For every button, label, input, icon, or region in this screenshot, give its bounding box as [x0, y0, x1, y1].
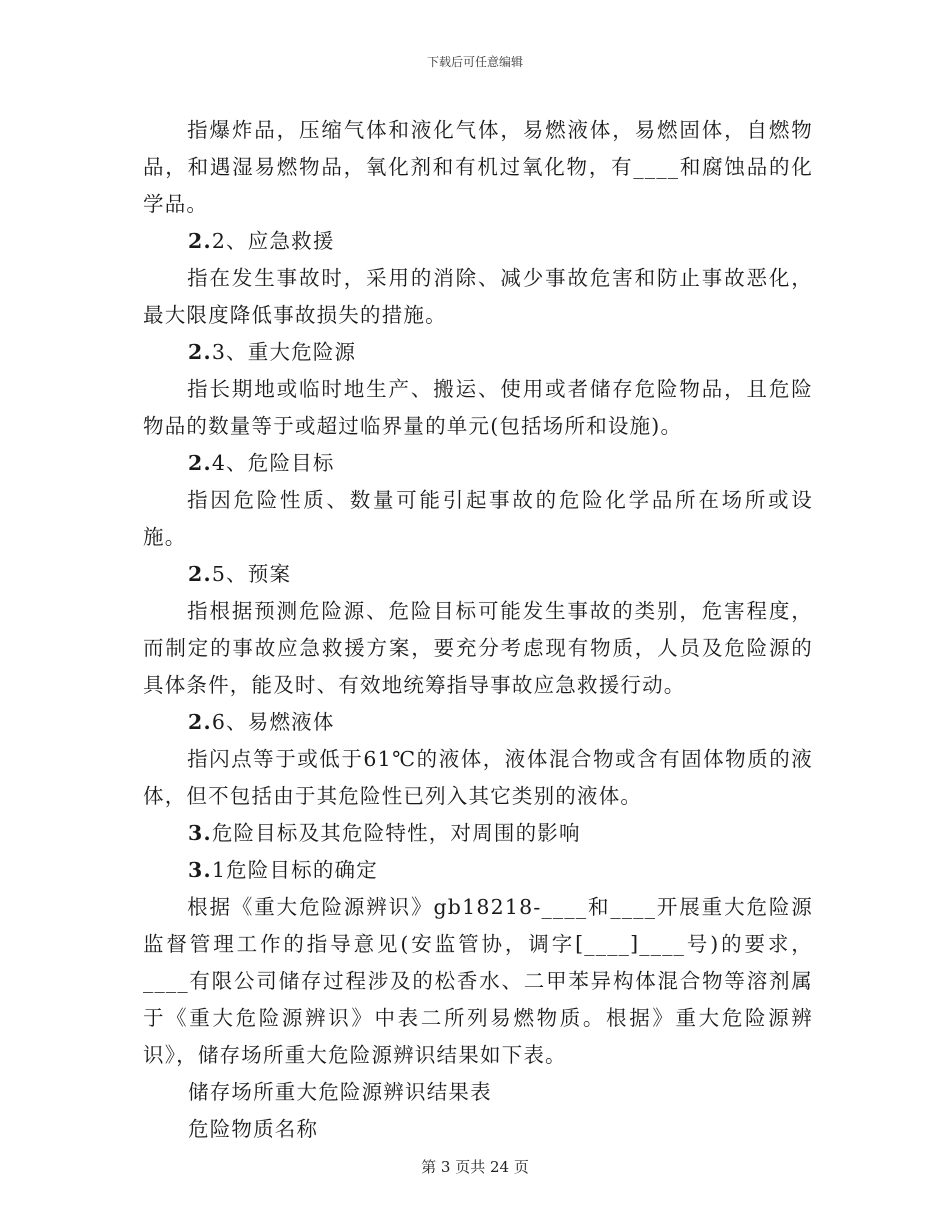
section-number: 2.	[188, 340, 212, 364]
document-body	[143, 112, 813, 1148]
section-title: 6、易燃液体	[211, 710, 335, 734]
section-heading-3-1	[143, 852, 813, 889]
paragraph-hazard-target: 指因危险性质、数量可能引起事故的危险化学品所在场所或设施。	[143, 488, 813, 549]
paragraph-hazard-identification: 根据《重大危险源辨识》gb18218-____和____开展重大危险源监督管理工作的指导意见(安监管协，调字[____]____号)的要求，____有限公司储存过程涉及的松香水、二甲苯异构体混合物等溶剂属于《重大危险源辨识》中表二所列易燃物质。根据》重大危险源辨识》，储存场所重大危险源辨识结果如下表。	[143, 895, 813, 1067]
section-heading-2-6	[143, 704, 813, 741]
section-number: 3.	[188, 858, 212, 882]
section-heading-2-3	[143, 334, 813, 371]
section-heading-2-2	[143, 223, 813, 260]
table-caption-text: 储存场所重大危险源辨识结果表	[188, 1080, 492, 1104]
paragraph-major-hazard-source: 指长期地或临时地生产、搬运、使用或者储存危险物品，且危险物品的数量等于或超过临界量的单元(包括场所和设施)。	[143, 377, 813, 438]
section-heading-2-4	[143, 445, 813, 482]
table-column-header-text: 危险物质名称	[188, 1117, 319, 1141]
section-title: 5、预案	[211, 562, 292, 586]
paragraph-definition-hazardous-chemicals: 指爆炸品，压缩气体和液化气体，易燃液体，易燃固体，自燃物品，和遇湿易燃物品，氧化剂和有机过氧化物，有____和腐蚀品的化学品。	[143, 118, 813, 216]
page-footer: 第 3 页共 24 页	[421, 1158, 529, 1176]
section-number: 2.	[188, 229, 212, 253]
section-heading-2-5	[143, 556, 813, 593]
section-title: 3、重大危险源	[211, 340, 357, 364]
section-title: 1危险目标的确定	[211, 858, 378, 882]
page-header: 下载后可任意编辑	[426, 55, 523, 69]
section-number: 2.	[188, 451, 212, 475]
section-title: 危险目标及其危险特性，对周围的影响	[211, 821, 581, 845]
section-title: 4、危险目标	[211, 451, 335, 475]
paragraph-emergency-rescue: 指在发生事故时，采用的消除、减少事故危害和防止事故恶化，最大限度降低事故损失的措施。	[143, 266, 813, 327]
paragraph-flammable-liquid: 指闪点等于或低于61℃的液体，液体混合物或含有固体物质的液体，但不包括由于其危险性已列入其它类别的液体。	[143, 747, 813, 808]
section-heading-3	[143, 815, 813, 852]
table-caption	[143, 1074, 813, 1111]
section-number: 2.	[188, 710, 212, 734]
section-number: 2.	[188, 562, 212, 586]
section-title: 2、应急救援	[211, 229, 335, 253]
table-column-header	[143, 1111, 813, 1148]
section-number: 3.	[188, 821, 212, 845]
paragraph-contingency-plan: 指根据预测危险源、危险目标可能发生事故的类别，危害程度，而制定的事故应急救援方案，要充分考虑现有物质，人员及危险源的具体条件，能及时、有效地统筹指导事故应急救援行动。	[143, 599, 813, 697]
